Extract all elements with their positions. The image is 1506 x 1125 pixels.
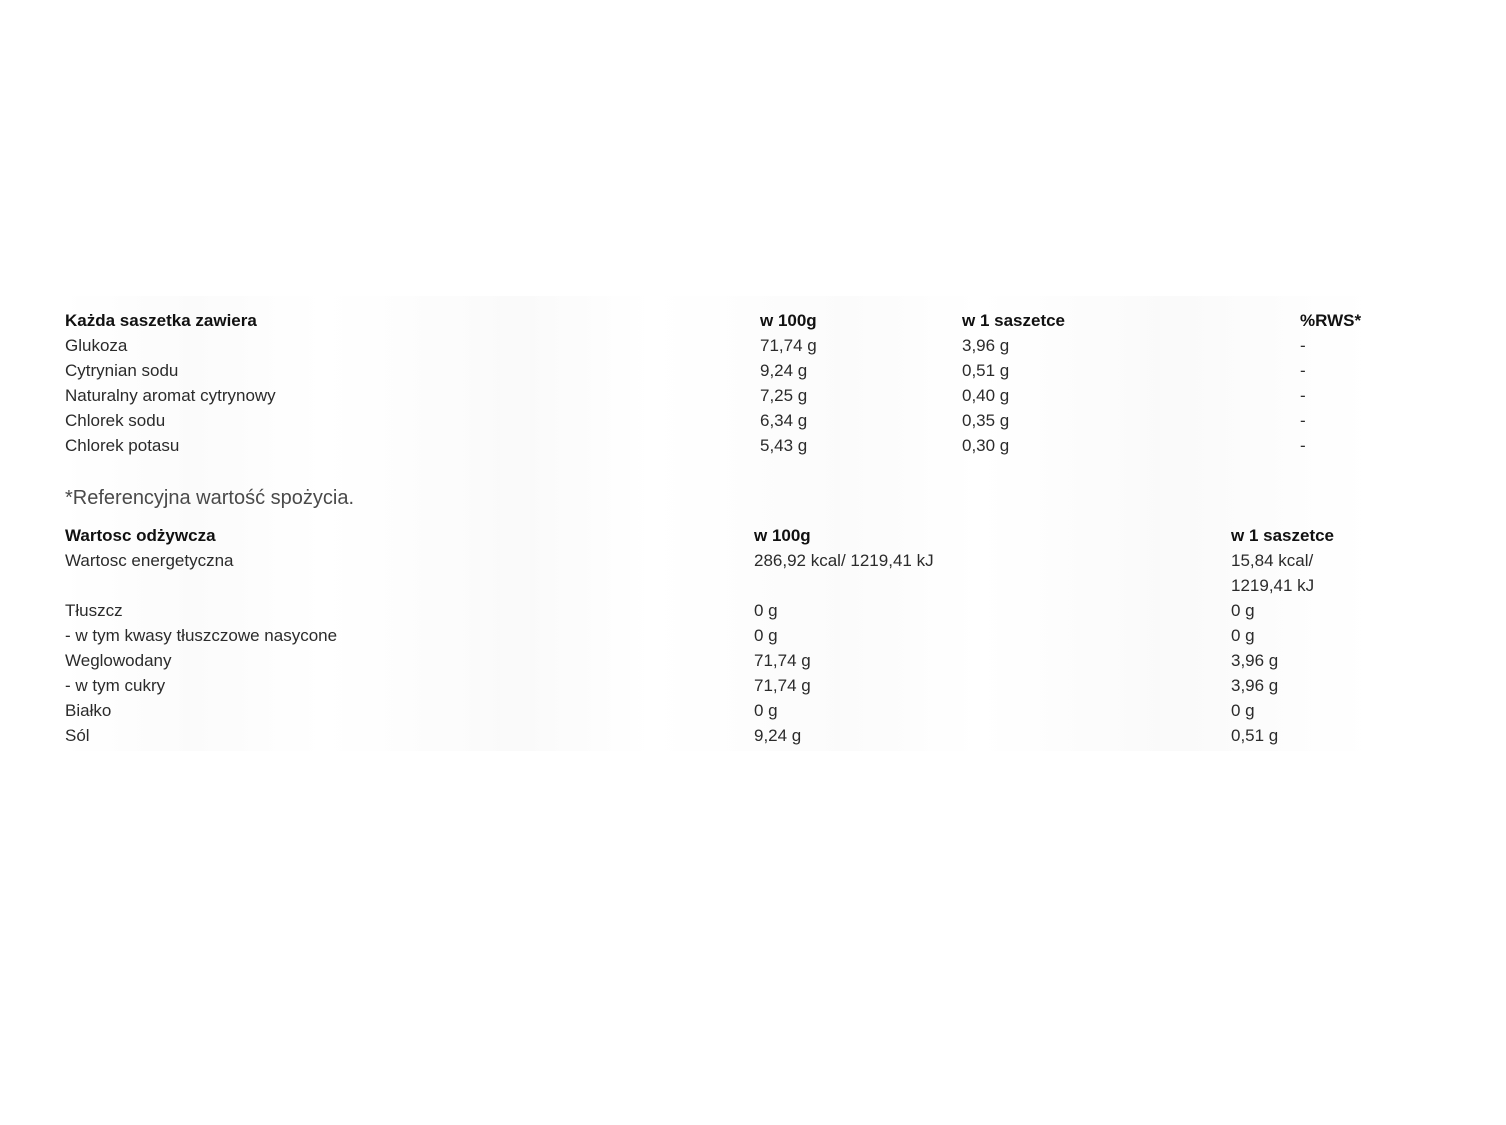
- table2-header-per-sachet: w 1 saszetce: [1231, 526, 1335, 545]
- table2-row-label: Białko: [65, 701, 112, 720]
- table1-row-per100: 6,34 g: [760, 411, 808, 430]
- table2-row-per-sachet: 0,51 g: [1231, 726, 1279, 745]
- table1-row-per-sachet: 0,40 g: [962, 386, 1010, 405]
- table1-header-per100: w 100g: [760, 311, 817, 330]
- table1-row-rws: -: [1300, 361, 1306, 380]
- table2-header-nutrition: Wartosc odżywcza: [65, 526, 216, 545]
- table1-row-per-sachet: 0,51 g: [962, 361, 1010, 380]
- table1-row-label: Glukoza: [65, 336, 128, 355]
- energy-per100: 286,92 kcal/ 1219,41 kJ: [754, 551, 934, 570]
- table1-header-per-sachet: w 1 saszetce: [962, 311, 1066, 330]
- table1-row-rws: -: [1300, 336, 1306, 355]
- energy-per-sachet-line2: 1219,41 kJ: [1231, 576, 1315, 595]
- table1-header-ingredient: Każda saszetka zawiera: [65, 311, 257, 330]
- table1-row-per100: 7,25 g: [760, 386, 808, 405]
- table1-row-label: Cytrynian sodu: [65, 361, 179, 380]
- table1-header-rws: %RWS*: [1300, 311, 1362, 330]
- table2-row-label: Tłuszcz: [65, 601, 123, 620]
- table2-row-per-sachet: 0 g: [1231, 601, 1255, 620]
- table1-row-per100: 5,43 g: [760, 436, 808, 455]
- table1-row-per100: 9,24 g: [760, 361, 808, 380]
- table2-row-label: - w tym kwasy tłuszczowe nasycone: [65, 626, 338, 645]
- table2-row-per100: 0 g: [754, 701, 778, 720]
- table2-row-per100: 0 g: [754, 601, 778, 620]
- table2-row-per-sachet: 3,96 g: [1231, 676, 1279, 695]
- table2-row-per100: 71,74 g: [754, 651, 811, 670]
- table1-row-label: Chlorek potasu: [65, 436, 180, 455]
- energy-label: Wartosc energetyczna: [65, 551, 234, 570]
- table1-row-label: Naturalny aromat cytrynowy: [65, 386, 276, 405]
- table2-row-per100: 9,24 g: [754, 726, 802, 745]
- table2-row-label: Sól: [65, 726, 90, 745]
- table1-row-per-sachet: 0,30 g: [962, 436, 1010, 455]
- table1-row-per-sachet: 3,96 g: [962, 336, 1010, 355]
- table1-row-rws: -: [1300, 411, 1306, 430]
- table2-row-per-sachet: 0 g: [1231, 701, 1255, 720]
- table1-row-rws: -: [1300, 386, 1306, 405]
- table2-row-per100: 0 g: [754, 626, 778, 645]
- table1-row-per100: 71,74 g: [760, 336, 817, 355]
- table2-row-label: Weglowodany: [65, 651, 172, 670]
- footnote: *Referencyjna wartość spożycia.: [65, 487, 355, 509]
- table2-row-label: - w tym cukry: [65, 676, 166, 695]
- table1-row-rws: -: [1300, 436, 1306, 455]
- table1-row-per-sachet: 0,35 g: [962, 411, 1010, 430]
- table1-row-label: Chlorek sodu: [65, 411, 166, 430]
- table2-row-per100: 71,74 g: [754, 676, 811, 695]
- table2-row-per-sachet: 3,96 g: [1231, 651, 1279, 670]
- table2-row-per-sachet: 0 g: [1231, 626, 1255, 645]
- table-background: [62, 296, 1372, 751]
- table2-header-per100: w 100g: [754, 526, 811, 545]
- energy-per-sachet-line1: 15,84 kcal/: [1231, 551, 1314, 570]
